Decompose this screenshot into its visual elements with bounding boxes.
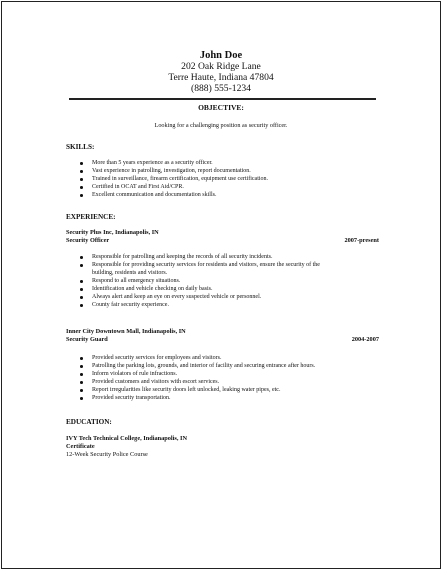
job-title-row	[66, 336, 379, 344]
list-item: Report irregularities like security doors left unlocked, leaking water pipes, etc.	[78, 386, 315, 394]
job-company: Inner City Downtown Mall, Indianapolis, IN	[66, 328, 186, 335]
job-position: Security Guard	[66, 336, 108, 343]
list-item: Responsible for patrolling and keeping the records of all security incidents.	[78, 253, 320, 261]
city-state-zip: Terre Haute, Indiana 47804	[168, 72, 274, 83]
list-item: Provided security services for employees and visitors.	[78, 354, 315, 362]
list-item: Provided security transportation.	[78, 394, 315, 402]
education-heading: EDUCATION:	[66, 418, 112, 426]
education-entry	[66, 435, 187, 459]
job-entry	[66, 229, 379, 245]
job-company: Security Plus Inc, Indianapolis, IN	[66, 229, 159, 236]
job-duties-list	[78, 354, 315, 402]
list-item: Inform violators of rule infractions.	[78, 370, 315, 378]
list-item: Identification and vehicle checking on daily basis.	[78, 285, 320, 293]
experience-heading: EXPERIENCE:	[66, 213, 116, 221]
objective-text: Looking for a challenging position as security officer.	[154, 122, 288, 129]
list-item: Certified in OCAT and First Aid/CPR.	[78, 183, 268, 191]
education-course: 12-Week Security Police Course	[66, 451, 148, 458]
job-title-row	[66, 237, 379, 245]
street-address: 202 Oak Ridge Lane	[181, 61, 261, 72]
list-item-continuation: building, residents and visitors.	[92, 270, 168, 276]
objective-heading: OBJECTIVE:	[198, 103, 244, 112]
list-item: Trained in surveillance, firearm certification, equipment use certification.	[78, 175, 268, 183]
education-school: IVY Tech Technical College, Indianapolis, IN	[66, 435, 188, 442]
list-item: County fair security experience.	[78, 301, 320, 309]
list-item: Responsible for providing security services for residents and visitors, ensure the security of the	[78, 261, 320, 269]
list-item: Always alert and keep an eye on every suspected vehicle or personnel.	[78, 293, 320, 301]
list-item: Excellent communication and documentation skills.	[78, 191, 268, 199]
list-item: Provided customers and visitors with escort services.	[78, 378, 315, 386]
education-certificate: Certificate	[66, 443, 95, 450]
resume-header	[2, 50, 440, 94]
list-item: More than 5 years experience as a security officer.	[78, 159, 268, 167]
skills-heading: SKILLS:	[66, 143, 95, 151]
skills-list	[78, 159, 268, 199]
job-entry	[66, 328, 379, 344]
job-position: Security Officer	[66, 237, 110, 244]
list-item: Patrolling the parking lots, grounds, and interior of facility and securing entrance after hours.	[78, 362, 315, 370]
header-divider	[69, 98, 376, 100]
list-item: Respond to all emergency situations.	[78, 277, 320, 285]
list-item: Vast experience in patrolling, investigation, report documentation.	[78, 167, 268, 175]
phone-number: (888) 555-1234	[191, 83, 251, 94]
applicant-name: John Doe	[199, 50, 243, 61]
job-dates: 2007-present	[344, 237, 379, 244]
job-dates: 2004-2007	[351, 336, 379, 343]
resume-page	[1, 1, 441, 569]
job-duties-list	[78, 253, 320, 309]
